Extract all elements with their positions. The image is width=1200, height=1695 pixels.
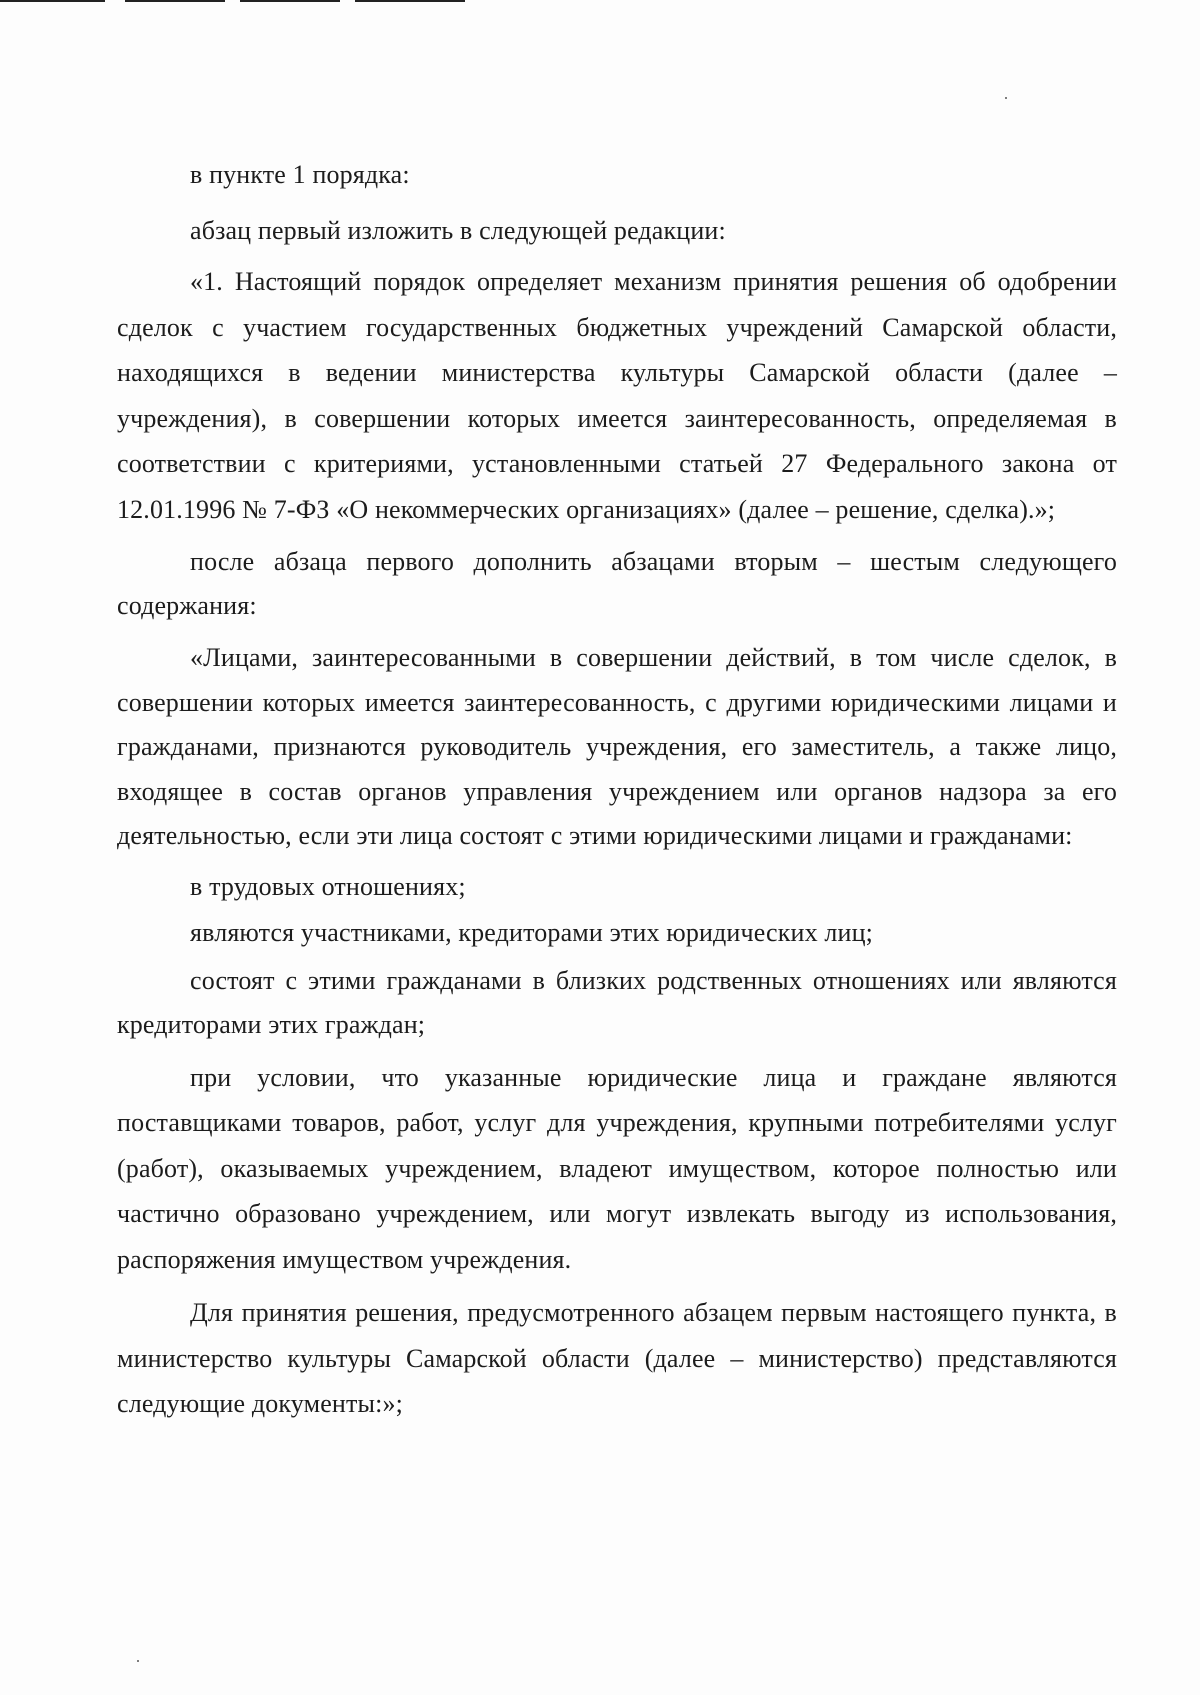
paragraph: состоят с этими гражданами в близких родственных отношениях или являются кредиторами этих граждан; [117, 965, 1117, 1039]
scan-speck [137, 1660, 139, 1662]
paragraph: при условии, что указанные юридические лица и граждане являются поставщиками товаров, работ, услуг для учреждения, крупными потребителями услуг (работ), оказываемых учреждением, владеют имуществом, которое полностью или частично образовано учреждением, или могут извлекать выгоду из использования, распоряжения имуществом учреждения. [117, 1062, 1117, 1274]
paragraph: в пункте 1 порядка: [190, 160, 410, 189]
paragraph: являются участниками, кредиторами этих юридических лиц; [190, 917, 874, 947]
scan-edge-marks [0, 0, 470, 3]
paragraph: в трудовых отношениях; [190, 871, 466, 901]
paragraph: «Лицами, заинтересованными в совершении действий, в том числе сделок, в совершении которых имеется заинтересованность, с другими юридическими лицами и гражданами, признаются руководитель учреждения, его заместитель, а также лицо, входящее в состав органов управления учреждением или органов надзора за его деятельностью, если эти лица состоят с этими юридическими лицами и гражданами: [117, 643, 1117, 850]
paragraph: Для принятия решения, предусмотренного абзацем первым настоящего пункта, в министерство культуры Самарской области (далее – министерство) представляются следующие документы:»; [117, 1298, 1117, 1418]
paragraph: после абзаца первого дополнить абзацами вторым – шестым следующего содержания: [117, 547, 1117, 620]
document-body [117, 153, 1117, 1427]
paragraph: «1. Настоящий порядок определяет механизм принятия решения об одобрении сделок с участием государственных бюджетных учреждений Самарской области, находящихся в ведении министерства культуры Самарской области (далее – учреждения), в совершении которых имеется заинтересованность, определяемая в соответствии с критериями, установленными статьей 27 Федерального закона от 12.01.1996 № 7-ФЗ «О некоммерческих организациях» (далее – решение, сделка).»; [117, 267, 1117, 524]
paragraph: абзац первый изложить в следующей редакции: [190, 216, 726, 245]
scan-speck [1005, 97, 1007, 99]
